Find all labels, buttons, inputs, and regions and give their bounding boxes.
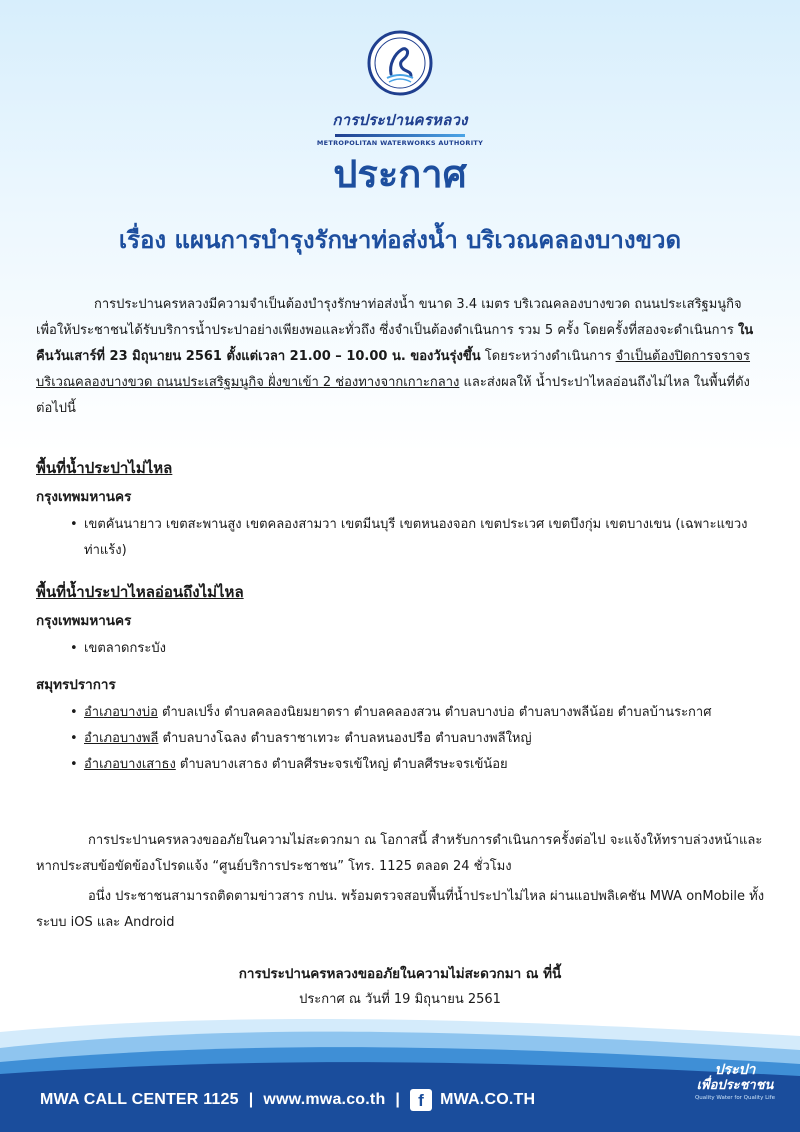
district-name: อำเภอบางเสาธง (84, 757, 176, 772)
facebook-link[interactable]: MWA.CO.TH (440, 1091, 536, 1108)
district-name: อำเภอบางบ่อ (84, 705, 158, 720)
announce-date: ประกาศ ณ วันที่ 19 มิถุนายน 2561 (299, 992, 501, 1007)
facebook-icon: f (410, 1089, 432, 1111)
footer-separator: | (248, 1091, 254, 1108)
footer-wave-band (0, 1010, 800, 1132)
org-name-english: METROPOLITAN WATERWORKS AUTHORITY (316, 139, 484, 147)
badge-line-1: ประปา (714, 1062, 756, 1078)
no-water-list (70, 512, 760, 564)
subdistrict-names: ตำบลเปร็ง ตำบลคลองนิยมยาตรา ตำบลคลองสวน ตำบลบางบ่อ ตำบลบางพลีน้อย ตำบลบ้านระกาศ (157, 705, 712, 720)
slogan-badge (690, 1062, 780, 1112)
district-name: อำเภอบางพลี (84, 731, 159, 746)
section-low-water-heading: พื้นที่น้ำประปาไหลอ่อนถึงไม่ไหล (36, 583, 244, 601)
list-item (70, 700, 760, 726)
org-underline-bar (335, 134, 465, 137)
page-subtitle: เรื่อง แผนการบำรุงรักษาท่อส่งน้ำ บริเวณคลองบางขวด (118, 226, 682, 254)
header-logo (0, 30, 800, 147)
footer-separator: | (395, 1091, 401, 1108)
section-no-water-heading: พื้นที่น้ำประปาไม่ไหล (36, 459, 173, 477)
website-link[interactable]: www.mwa.co.th (263, 1091, 386, 1108)
mwa-seal-icon (367, 30, 433, 96)
list-item (70, 752, 760, 778)
list-item (70, 726, 760, 752)
intro-text-1: การประปานครหลวงมีความจำเป็นต้องบำรุงรักษาท่อส่งน้ำ ขนาด 3.4 เมตร บริเวณคลองบางขวด ถนนประเสริฐมนูกิจ เพื่อให้ประชาชนได้รับบริการน้ำประปาอย่างเพียงพอและทั่วถึง ซึ่งจำเป็นต้องดำเนินการ รวม 5 ครั้ง โดยครั้งที่สองจะดำเนินการ (36, 297, 742, 338)
closing-line: การประปานครหลวงขออภัยในความไม่สะดวกมา ณ ที่นี้ (238, 966, 562, 982)
subdistrict-names: ตำบลบางโฉลง ตำบลราชาเทวะ ตำบลหนองปรือ ตำบลบางพลีใหญ่ (158, 731, 532, 746)
low-water-spk-list (70, 700, 760, 778)
badge-line-2: เพื่อประชาชน (696, 1078, 774, 1093)
list-item: • เขตคันนายาว เขตสะพานสูง เขตคลองสามวา เขตมีนบุรี เขตหนองจอก เขตประเวศ เขตบึงกุ่ม เขตบางเขน (เฉพาะแขวงท่าแร้ง) (70, 512, 760, 564)
list-item: • เขตลาดกระบัง (70, 636, 760, 662)
intro-underlined-traffic: จำเป็นต้องปิดการจราจร บริเวณคลองบางขวด ถนนประเสริฐมนูกิจ ฝั่งขาเข้า 2 ช่องทางจากเกาะกลาง (36, 349, 751, 390)
badge-line-3: Quality Water for Quality Life (694, 1095, 776, 1101)
closing-paragraph-apology: การประปานครหลวงขออภัยในความไม่สะดวกมา ณ โอกาสนี้ สำหรับการดำเนินการครั้งต่อไป จะแจ้งให้ทราบล่วงหน้าและหากประสบข้อขัดข้องโปรดแจ้ง “ศูนย์บริการประชาชน” โทร. 1125 ตลอด 24 ชั่วโมง (36, 833, 763, 874)
intro-text-3: และส่งผลให้ น้ำประปาไหลอ่อนถึงไม่ไหล ในพื้นที่ดังต่อไปนี้ (36, 375, 750, 416)
section-no-water-region: กรุงเทพมหานคร (36, 489, 132, 505)
page-title: ประกาศ (333, 152, 467, 196)
call-center-text: MWA CALL CENTER 1125 (40, 1091, 239, 1108)
footer-contact (40, 1089, 535, 1111)
section-low-water-region-spk: สมุทรปราการ (36, 677, 116, 693)
closing-paragraph-app: อนึ่ง ประชาชนสามารถติดตามข่าวสาร กปน. พร้อมตรวจสอบพื้นที่น้ำประปาไม่ไหล ผ่านแอปพลิเคชัน MWA onMobile ทั้งระบบ iOS และ Android (36, 889, 765, 930)
intro-bold-time: ในคืนวันเสาร์ที่ 23 มิถุนายน 2561 ตั้งแต่เวลา 21.00 – 10.00 น. ของวันรุ่งขึ้น (36, 323, 754, 364)
intro-text-2: โดยระหว่างดำเนินการ (480, 349, 616, 364)
subdistrict-names: ตำบลบางเสาธง ตำบลศีรษะจรเข้ใหญ่ ตำบลศีรษะจรเข้น้อย (175, 757, 508, 772)
intro-paragraph (36, 292, 766, 422)
low-water-bkk-list (70, 636, 760, 662)
section-low-water-region-bkk: กรุงเทพมหานคร (36, 613, 132, 629)
org-name-thai: การประปานครหลวง (332, 111, 468, 129)
